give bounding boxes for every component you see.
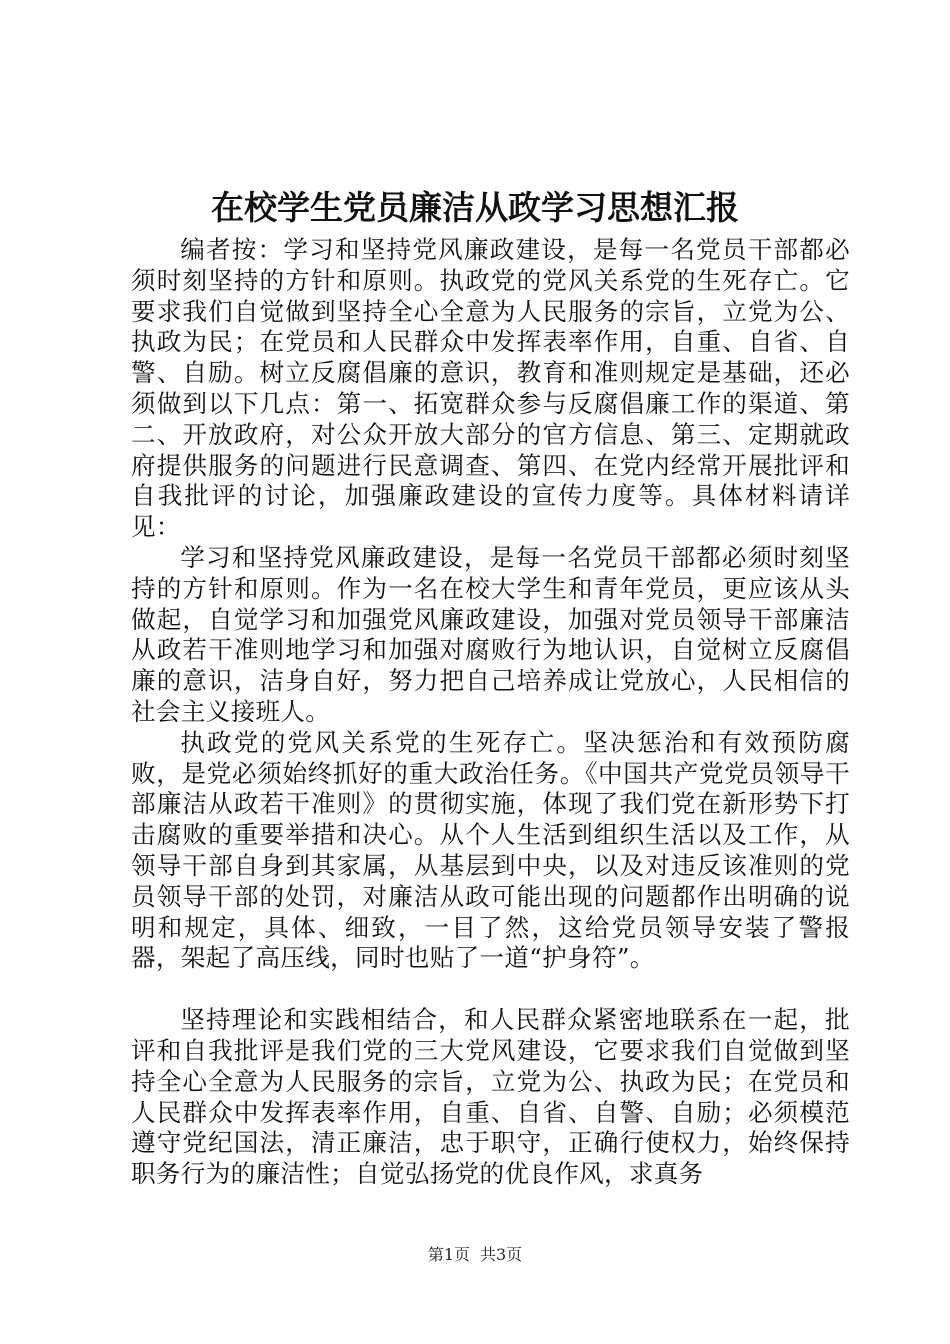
paragraph-theory-practice: 坚持理论和实践相结合，和人民群众紧密地联系在一起，批评和自我批评是我们党的三大党风建设，它要求我们自觉做到坚持全心全意为人民服务的宗旨，立党为公、执政为民；在党员和人民群众中发挥表率作用，自重、自省、自警、自励；必须模范遵守党纪国法，清正廉洁，忠于职守，正确行使权力，始终保持职务行为的廉洁性；自觉弘扬党的优良作风，求真务 bbox=[131, 1005, 850, 1189]
paragraph-editor-note: 编者按：学习和坚持党风廉政建设，是每一名党员干部都必须时刻坚持的方针和原则。执政党的党风关系党的生死存亡。它要求我们自觉做到坚持全心全意为人民服务的宗旨，立党为公、执政为民；在党员和人民群众中发挥表率作用，自重、自省、自警、自励。树立反腐倡廉的意识，教育和准则规定是基础，还必须做到以下几点：第一、拓宽群众参与反腐倡廉工作的渠道、第二、开放政府，对公众开放大部分的官方信息、第三、定期就政府提供服务的问题进行民意调查、第四、在党内经常开展批评和自我批评的讨论，加强廉政建设的宣传力度等。具体材料请详见： bbox=[131, 235, 850, 542]
page-total: 共3页 bbox=[480, 1245, 523, 1264]
document-title: 在校学生党员廉洁从政学习思想汇报 bbox=[211, 188, 739, 227]
page-footer bbox=[0, 1244, 950, 1266]
page-number: 第1页 bbox=[427, 1245, 470, 1264]
paragraph-study-principles: 学习和坚持党风廉政建设，是每一名党员干部都必须时刻坚持的方针和原则。作为一名在校大学生和青年党员，更应该从头做起，自觉学习和加强党风廉政建设，加强对党员领导干部廉洁从政若干准则地学习和加强对腐败行为地认识，自觉树立反腐倡廉的意识，洁身自好，努力把自己培养成让党放心，人民相信的社会主义接班人。 bbox=[131, 542, 850, 726]
document-body bbox=[131, 235, 850, 1190]
paragraph-party-style: 执政党的党风关系党的生死存亡。坚决惩治和有效预防腐败，是党必须始终抓好的重大政治任务。《中国共产党党员领导干部廉洁从政若干准则》的贯彻实施，体现了我们党在新形势下打击腐败的重要举措和决心。从个人生活到组织生活以及工作，从领导干部自身到其家属，从基层到中央，以及对违反该准则的党员领导干部的处罚，对廉洁从政可能出现的问题都作出明确的说明和规定，具体、细致，一目了然，这给党员领导安装了警报器，架起了高压线，同时也贴了一道“护身符”。 bbox=[131, 727, 850, 973]
